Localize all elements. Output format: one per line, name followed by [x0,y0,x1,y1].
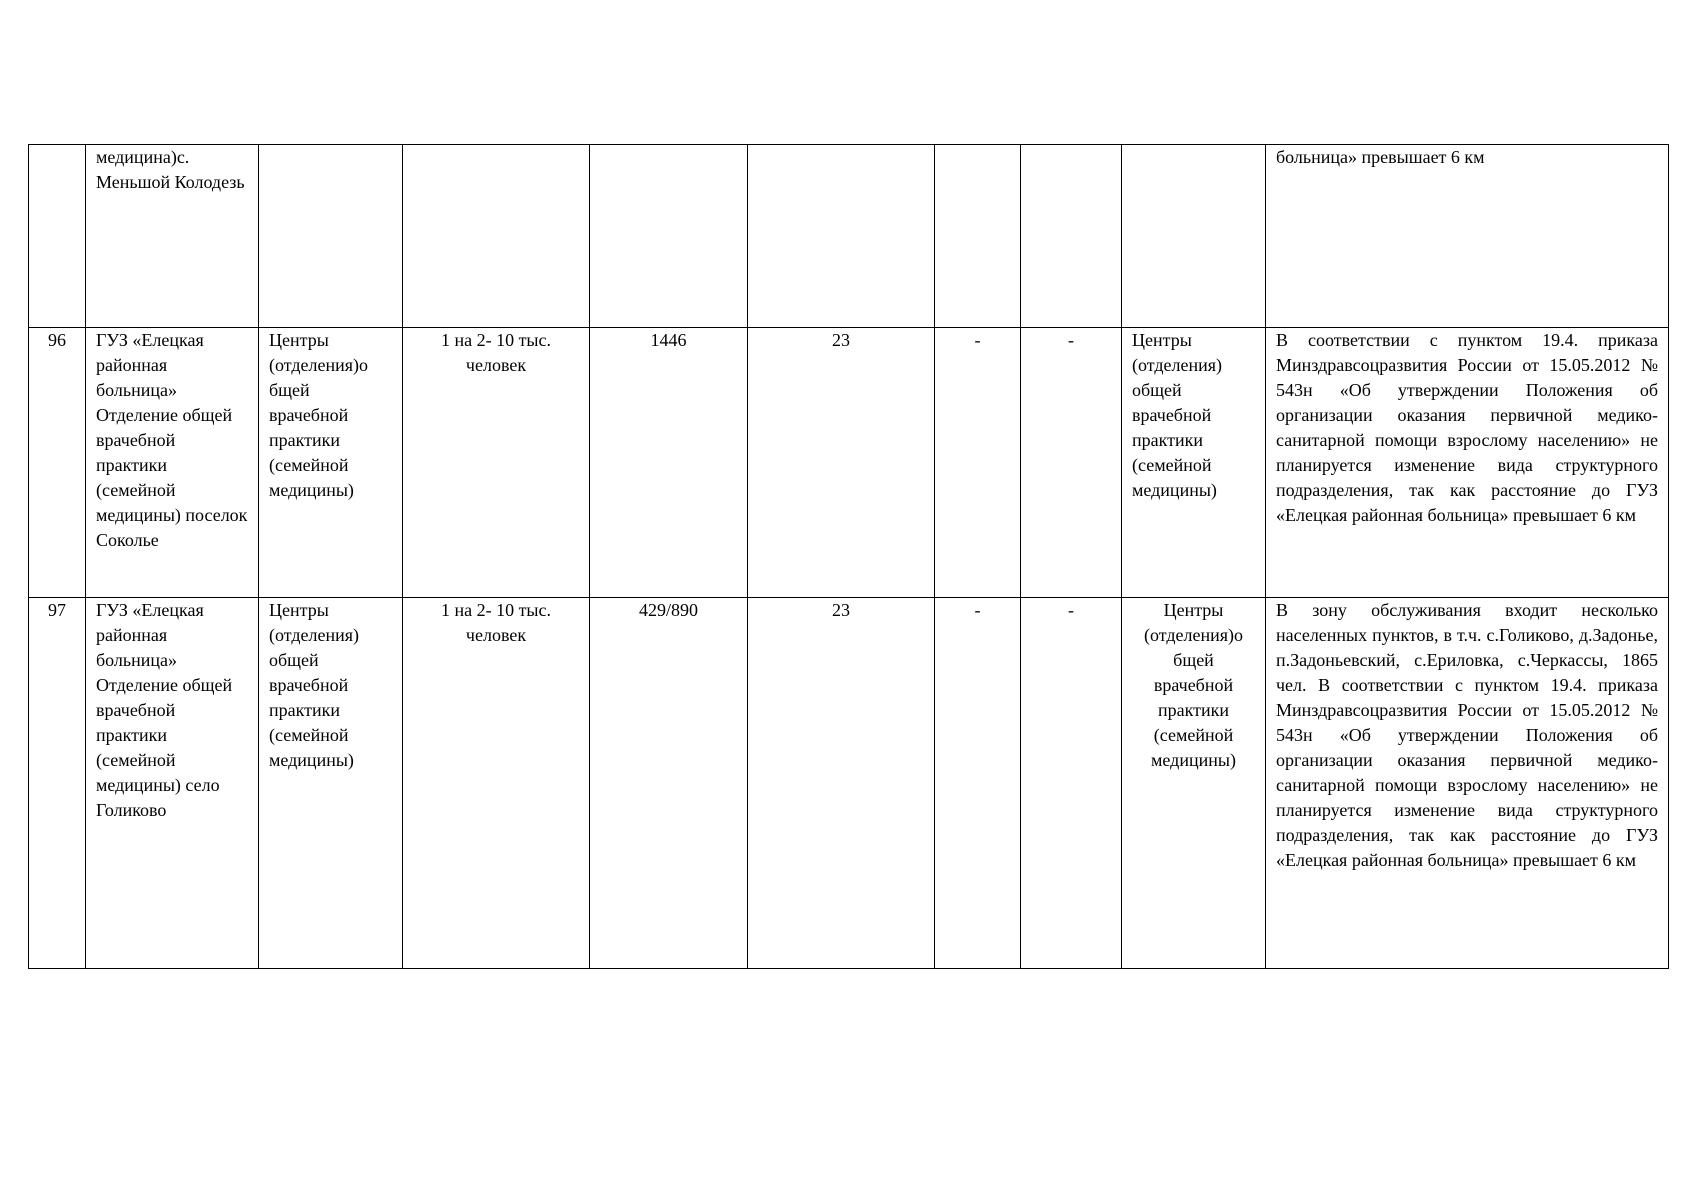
comment: больница» превышает 6 км [1266,145,1669,328]
facility-type: Центры (отделения)о бщей врачебной практики (семейной медицины) [259,328,403,598]
population [590,145,748,328]
comment: В зону обслуживания входит несколько населенных пунктов, в т.ч. с.Голиково, д.Задонье, п.Задоньевский, с.Ериловка, с.Черкассы, 1865 чел. В соответствии с пунктом 19.4. приказа Минздравсоцразвития России от 15.05.2012 № 543н «Об утверждении Положения об организации оказания первичной медико-санитарной помощи взрослому населению» не планируется изменение вида структурного подразделения, так как расстояние до ГУЗ «Елецкая районная больница» превышает 6 км [1266,598,1669,969]
column-8 [1021,145,1122,328]
data-table [28,144,1669,969]
column-8: - [1021,598,1122,969]
table-row [29,598,1669,969]
facility-type [259,145,403,328]
norm: 1 на 2- 10 тыс. человек [403,328,590,598]
column-7: - [935,328,1021,598]
comment: В соответствии с пунктом 19.4. приказа Минздравсоцразвития России от 15.05.2012 № 543н «Об утверждении Положения об организации оказания первичной медико-санитарной помощи взрослому населению» не планируется изменение вида структурного подразделения, так как расстояние до ГУЗ «Елецкая районная больница» превышает 6 км [1266,328,1669,598]
column-7 [935,145,1021,328]
norm: 1 на 2- 10 тыс. человек [403,598,590,969]
population: 429/890 [590,598,748,969]
result-type: Центры (отделения)о бщей врачебной практики (семейной медицины) [1122,598,1266,969]
column-8: - [1021,328,1122,598]
facility-name: ГУЗ «Елецкая районная больница» Отделение общей врачебной практики (семейной медицины) село Голиково [86,598,259,969]
row-number [29,145,86,328]
facility-name: ГУЗ «Елецкая районная больница» Отделение общей врачебной практики (семейной медицины) поселок Сокольe [86,328,259,598]
result-type: Центры (отделения) общей врачебной практики (семейной медицины) [1122,328,1266,598]
result-type [1122,145,1266,328]
row-number: 96 [29,328,86,598]
norm [403,145,590,328]
distance [748,145,935,328]
table-row [29,145,1669,328]
row-number: 97 [29,598,86,969]
table-row [29,328,1669,598]
distance: 23 [748,328,935,598]
distance: 23 [748,598,935,969]
facility-type: Центры (отделения) общей врачебной практики (семейной медицины) [259,598,403,969]
population: 1446 [590,328,748,598]
column-7: - [935,598,1021,969]
facility-name: медицина)с. Меньшой Колодезь [86,145,259,328]
